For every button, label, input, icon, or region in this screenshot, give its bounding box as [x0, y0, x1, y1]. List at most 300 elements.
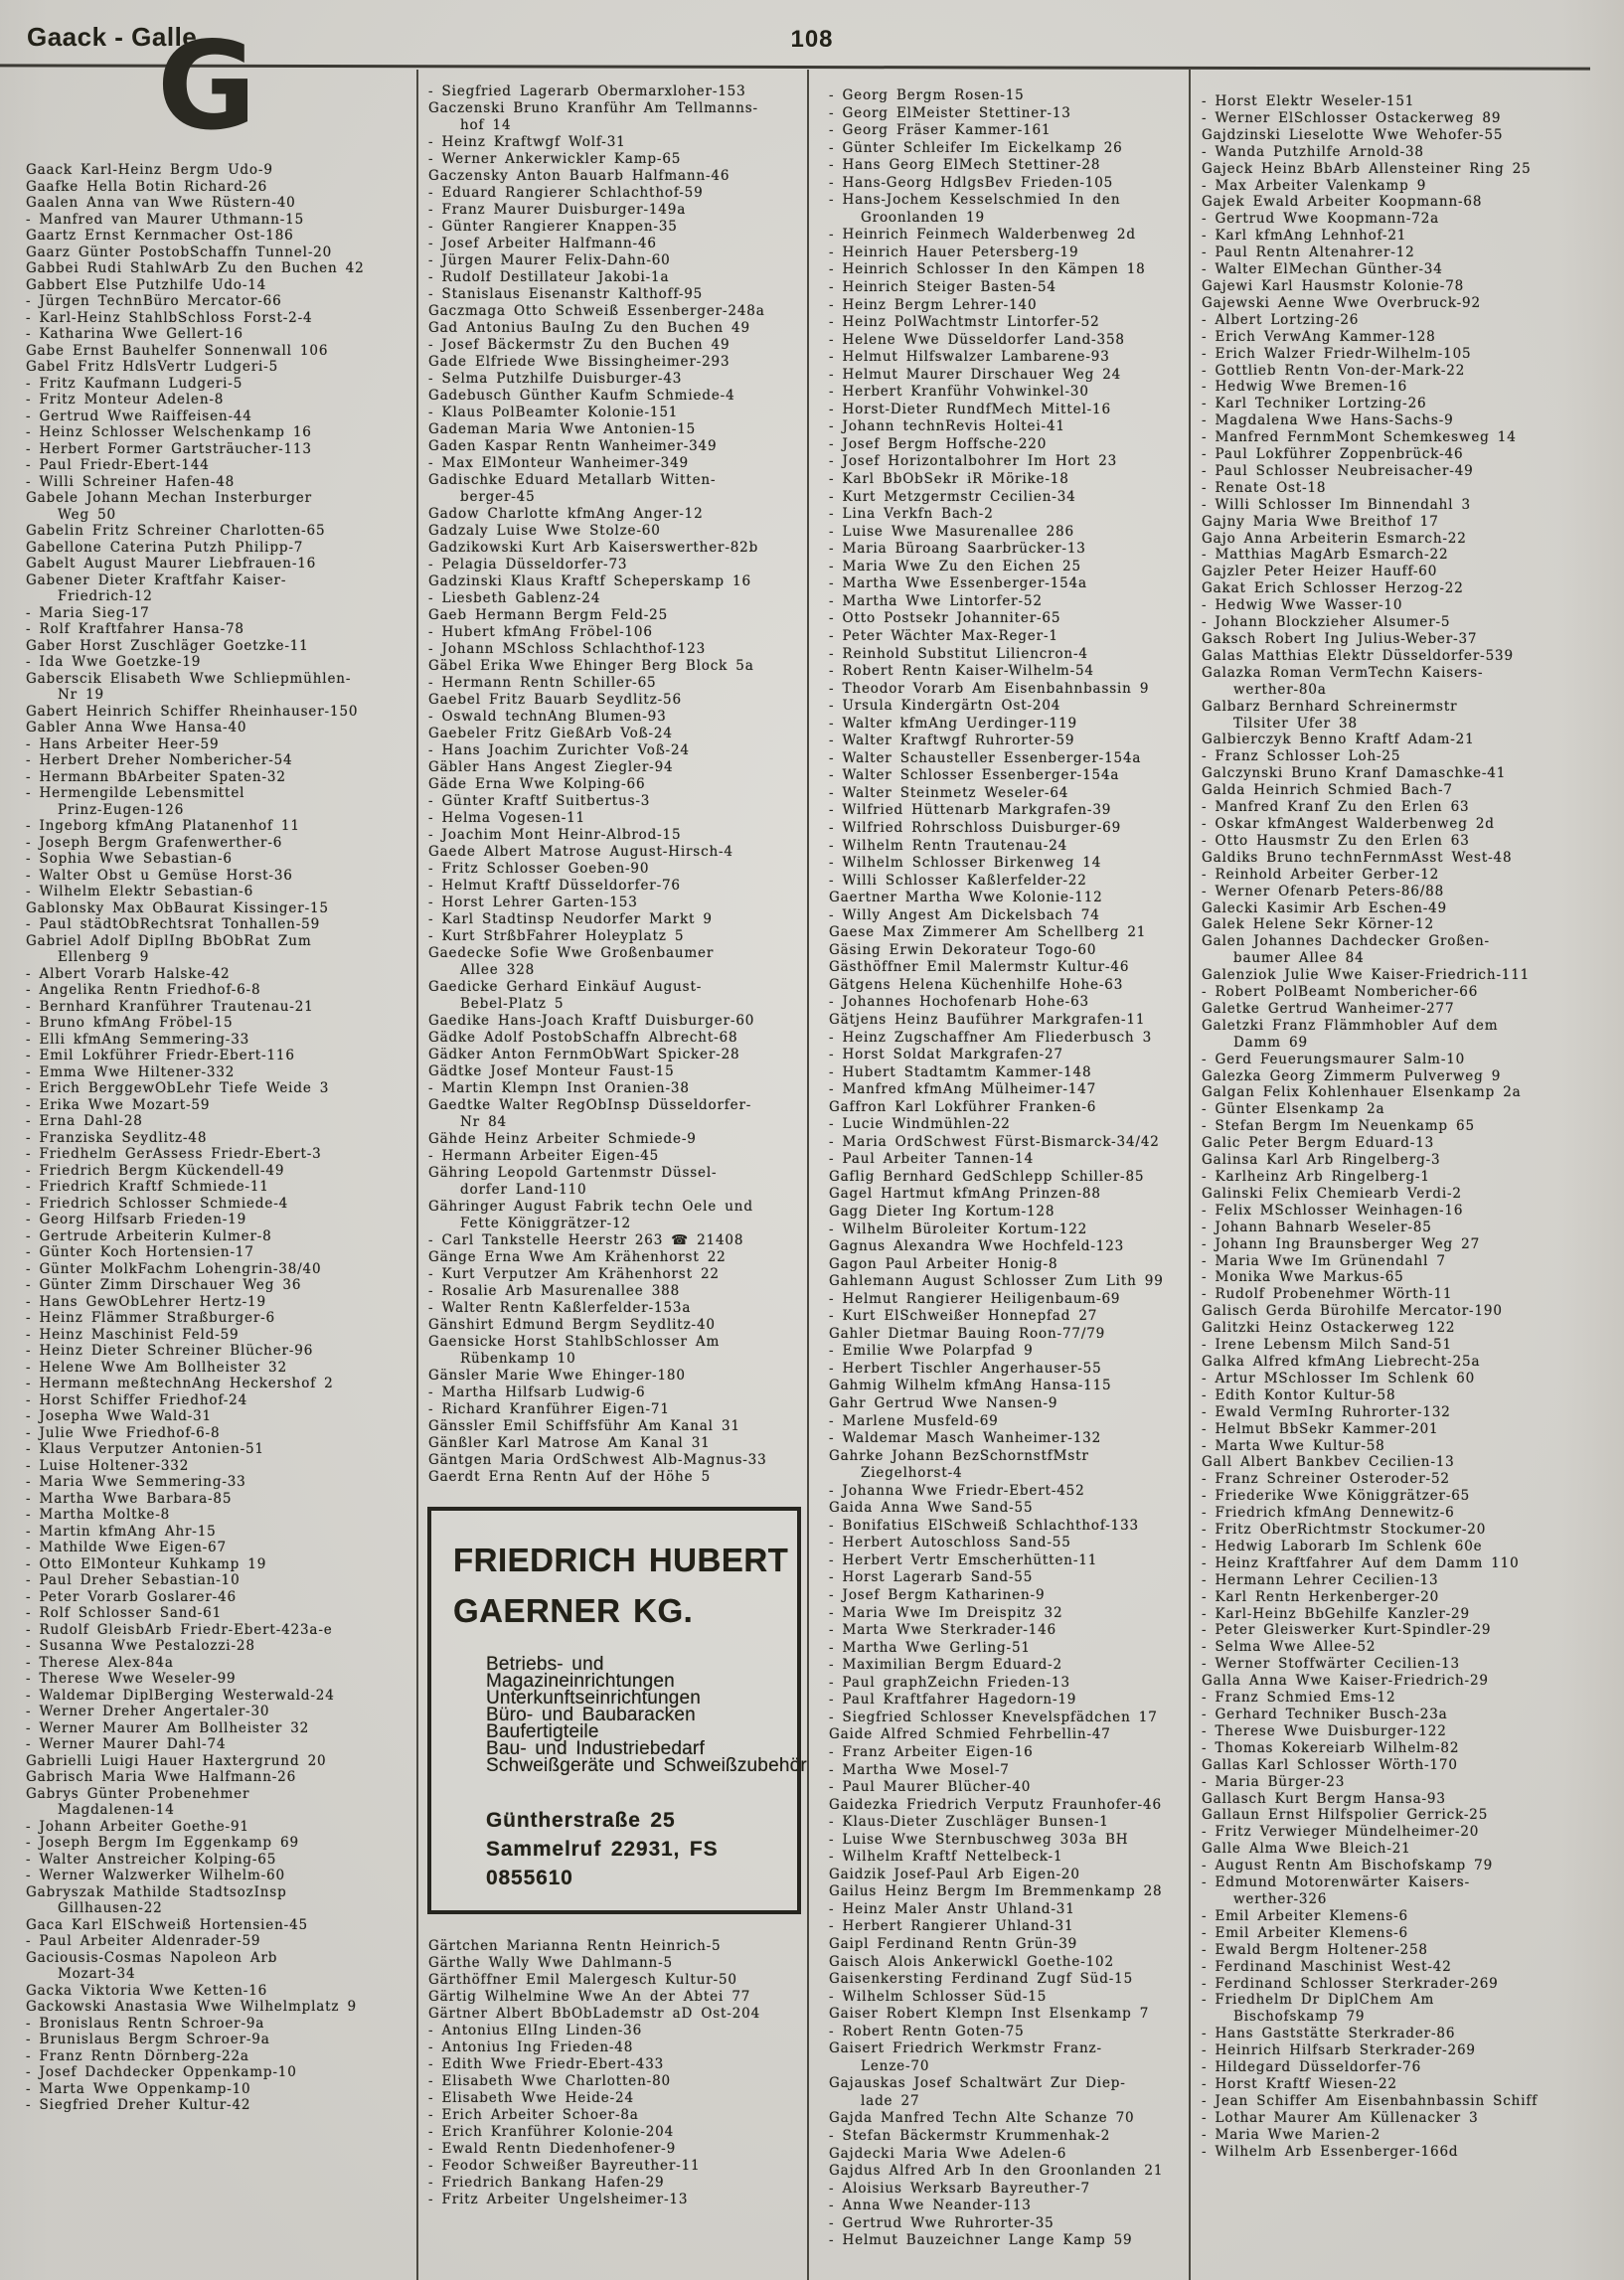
directory-line: - Wilfried Hüttenarb Markgrafen-39: [829, 802, 1112, 819]
directory-line: Gärtchen Marianna Rentn Heinrich-5: [428, 1938, 722, 1954]
directory-line: - Martha Wwe Lintorfer-52: [829, 592, 1043, 609]
directory-line: Gaebel Fritz Bauarb Seydlitz-56: [428, 692, 682, 708]
directory-line: - Jürgen TechnBüro Mercator-66: [26, 293, 282, 309]
directory-line: - Bernhard Kranführer Trautenau-21: [26, 998, 314, 1015]
directory-line: - Wilhelm Kraftf Nettelbeck-1: [829, 1849, 1063, 1866]
directory-line: - Hubert kfmAng Fröbel-106: [428, 624, 653, 640]
directory-line: - Ursula Kindergärtn Ost-204: [829, 698, 1061, 715]
directory-line: Gaafke Hella Botin Richard-26: [26, 178, 268, 195]
directory-line: - Paul Arbeiter Aldenrader-59: [26, 1933, 261, 1949]
directory-line: Gästhöffner Emil Malermstr Kultur-46: [829, 959, 1130, 976]
directory-line: - Günter MolkFachm Lohengrin-38/40: [26, 1260, 322, 1277]
directory-line: Gaisenkersting Ferdinand Zugf Süd-15: [829, 1971, 1134, 1988]
directory-line: - Klaus-Dieter Zuschläger Bunsen-1: [829, 1814, 1109, 1831]
directory-line: Rübenkamp 10: [460, 1351, 576, 1367]
directory-line: - Manfred van Maurer Uthmann-15: [26, 211, 305, 228]
directory-line: - Theodor Vorarb Am Eisenbahnbassin 9: [829, 680, 1150, 697]
directory-line: - Josepha Wwe Wald-31: [26, 1408, 212, 1424]
directory-line: Gakat Erich Schlosser Herzog-22: [1202, 580, 1464, 597]
directory-line: - Fritz OberRichtmstr Stockumer-20: [1202, 1522, 1487, 1539]
directory-line: Galezka Georg Zimmerm Pulverweg 9: [1202, 1067, 1502, 1084]
directory-line: - Friedrich Bankang Hafen-29: [428, 2175, 665, 2191]
directory-line: - Feodor Schweißer Bayreuther-11: [428, 2158, 701, 2174]
directory-line: Unterkunftseinrichtungen: [486, 1688, 702, 1709]
directory-line: - Otto Postsekr Johanniter-65: [829, 610, 1061, 627]
directory-line: Gadzinski Klaus Kraftf Scheperskamp 16: [428, 573, 751, 589]
directory-line: - Wilhelm Elektr Sebastian-6: [26, 884, 254, 899]
directory-line: - Herbert Vertr Emscherhütten-11: [829, 1551, 1098, 1568]
directory-line: Galczynski Bruno Kranf Damaschke-41: [1202, 765, 1507, 782]
directory-line: - Franz Rentn Dörnberg-22a: [26, 2047, 249, 2064]
directory-line: Weg 50: [58, 506, 116, 523]
directory-line: - Therese Wwe Duisburger-122: [1202, 1722, 1447, 1739]
directory-column-3: [829, 87, 1199, 2250]
directory-line: - Helene Wwe Am Bollheister 32: [26, 1359, 287, 1376]
directory-line: - Werner Dreher Angertaler-30: [26, 1704, 270, 1719]
directory-line: Galbierczyk Benno Kraftf Adam-21: [1202, 732, 1475, 748]
directory-line: Nr 19: [58, 687, 104, 703]
directory-line: - Horst Kraftf Wiesen-22: [1202, 2075, 1397, 2092]
directory-line: - Rosalie Arb Masurenallee 388: [428, 1283, 681, 1299]
page-title: Gaack - Galle: [27, 22, 198, 52]
directory-line: - Heinrich Steiger Basten-54: [829, 279, 1056, 296]
directory-line: Gaerdt Erna Rentn Auf der Höhe 5: [428, 1469, 712, 1485]
directory-line: - Johann MSchloss Schlachthof-123: [428, 641, 707, 657]
ad-phone: Sammelruf 22931, FS 0855610: [486, 1838, 719, 1889]
directory-line: - Siegfried Dreher Kultur-42: [26, 2097, 251, 2113]
directory-line: - Maria Wwe Marien-2: [1202, 2126, 1381, 2143]
directory-line: - Johann Blockzieher Alsumer-5: [1202, 614, 1451, 631]
directory-line: - Heinz Bergm Lehrer-140: [829, 296, 1038, 313]
directory-line: - Wilhelm Schlosser Süd-15: [829, 1988, 1048, 2005]
directory-line: Magazineinrichtungen: [486, 1671, 675, 1692]
directory-line: - Martin Klempn Inst Oranien-38: [428, 1080, 690, 1096]
directory-line: Gaksch Robert Ing Julius-Weber-37: [1202, 631, 1478, 647]
directory-line: Gahmig Wilhelm kfmAng Hansa-115: [829, 1378, 1112, 1394]
directory-line: - Maria Büroang Saarbrücker-13: [829, 541, 1086, 558]
directory-line: Gadzaly Luise Wwe Stolze-60: [428, 523, 661, 539]
directory-line: - Franz Schmied Ems-12: [1202, 1690, 1396, 1707]
directory-line: Gabe Ernst Bauhelfer Sonnenwall 106: [26, 342, 329, 359]
directory-line: - Bonifatius ElSchweiß Schlachthof-133: [829, 1517, 1139, 1534]
directory-line: Gabele Johann Mechan Insterburger: [26, 490, 312, 506]
directory-line: Mozart-34: [58, 1966, 136, 1982]
directory-line: - Johann Bahnarb Weseler-85: [1202, 1219, 1432, 1235]
directory-line: - Hans-Georg HdlgsBev Frieden-105: [829, 174, 1114, 191]
directory-line: Galka Alfred kfmAng Liebrecht-25a: [1202, 1353, 1481, 1370]
directory-line: - Thomas Kokereiarb Wilhelm-82: [1202, 1739, 1460, 1756]
directory-line: - Hermann Rentn Schiller-65: [428, 675, 657, 691]
directory-line: - Max Arbeiter Valenkamp 9: [1202, 177, 1427, 194]
directory-line: - Stefan Bäckermstr Krummenhak-2: [829, 2127, 1111, 2144]
directory-line: Galetke Gertrud Wanheimer-277: [1202, 1000, 1455, 1017]
directory-line: - Antonius Ing Frieden-48: [428, 2039, 634, 2055]
directory-line: Gabener Dieter Kraftfahr Kaiser-: [26, 571, 287, 588]
directory-line: Gabryszak Mathilde StadtsozInsp: [26, 1883, 287, 1900]
section-letter: G: [156, 16, 257, 157]
directory-line: - Walter ElMechan Günther-34: [1202, 261, 1443, 278]
directory-line: Gänshirt Edmund Bergm Seydlitz-40: [428, 1317, 716, 1333]
directory-line: - Günter Koch Hortensien-17: [26, 1244, 254, 1260]
directory-line: - Fritz Monteur Adelen-8: [26, 392, 225, 407]
directory-line: - Reinhold Substitut Liliencron-4: [829, 645, 1088, 662]
directory-line: Ziegelhorst-4: [861, 1465, 963, 1482]
directory-line: Gaisert Friedrich Werkmstr Franz-: [829, 2040, 1102, 2057]
directory-line: Galenziok Julie Wwe Kaiser-Friedrich-111: [1202, 967, 1531, 984]
directory-line: - Heinz Kraftwgf Wolf-31: [428, 134, 626, 150]
directory-line: - Ida Wwe Goetzke-19: [26, 654, 202, 670]
directory-line: baumer Allee 84: [1233, 950, 1365, 967]
directory-line: - Ewald Bergm Holtener-258: [1202, 1941, 1428, 1958]
directory-line: Gaczmaga Otto Schweiß Essenberger-248a: [428, 303, 765, 319]
directory-line: - Walter Obst u Gemüse Horst-36: [26, 867, 293, 884]
directory-line: - Peter Vorarb Goslarer-46: [26, 1588, 237, 1605]
directory-line: - Werner Maurer Am Bollheister 32: [26, 1719, 310, 1736]
directory-line: - Paul Maurer Blücher-40: [829, 1779, 1032, 1796]
directory-line: Gaartz Ernst Kernmacher Ost-186: [26, 228, 294, 244]
directory-line: - Helmut Bauzeichner Lange Kamp 59: [829, 2232, 1133, 2249]
directory-line: - Karl Rentn Herkenberger-20: [1202, 1588, 1440, 1605]
directory-line: - Pelagia Düsseldorfer-73: [428, 557, 628, 572]
directory-line: - Angelika Rentn Friedhof-6-8: [26, 982, 261, 998]
directory-line: - Erich Kranführer Kolonie-204: [428, 2124, 675, 2140]
directory-line: Gailus Heinz Bergm Im Bremmenkamp 28: [829, 1883, 1163, 1900]
directory-line: Gänssler Emil Schiffsführ Am Kanal 31: [428, 1418, 740, 1434]
directory-line: - Paul Arbeiter Tannen-14: [829, 1151, 1035, 1168]
directory-line: Gabrisch Maria Wwe Halfmann-26: [26, 1769, 297, 1785]
directory-line: - Bronislaus Rentn Schroer-9a: [26, 2015, 265, 2032]
directory-line: - Bruno kfmAng Fröbel-15: [26, 1015, 234, 1031]
directory-line: - Heinz Kraftfahrer Auf dem Damm 110: [1202, 1554, 1520, 1571]
directory-line: - Magdalena Wwe Hans-Sachs-9: [1202, 412, 1454, 429]
directory-line: Gaese Max Zimmerer Am Schellberg 21: [829, 924, 1147, 941]
directory-line: Gähde Heinz Arbeiter Schmiede-9: [428, 1131, 697, 1147]
directory-line: - Artur MSchlosser Im Schlenk 60: [1202, 1370, 1476, 1386]
directory-line: - Selma Putzhilfe Duisburger-43: [428, 371, 683, 387]
directory-column-2-bottom: [428, 1938, 804, 2208]
directory-line: - Heinz Zugschaffner Am Fliederbusch 3: [829, 1029, 1153, 1046]
directory-line: - Emma Wwe Hiltener-332: [26, 1063, 236, 1080]
directory-line: - Walter Schausteller Essenberger-154a: [829, 749, 1142, 766]
directory-line: Gärtig Wilhelmine Wwe An der Abtei 77: [428, 1989, 751, 2005]
directory-line: - Heinrich Hilfsarb Sterkrader-269: [1202, 2042, 1476, 2059]
directory-line: Gacka Viktoria Wwe Ketten-16: [26, 1982, 268, 1999]
directory-line: - Walter Kraftwgf Ruhrorter-59: [829, 733, 1075, 749]
directory-line: Gaedtke Walter RegObInsp Düsseldorfer-: [428, 1097, 752, 1113]
directory-line: - Paul Friedr-Ebert-144: [26, 457, 210, 473]
directory-line: - Helmut Maurer Dirschauer Weg 24: [829, 366, 1122, 383]
directory-line: - Hubert Stadtamtm Kammer-148: [829, 1063, 1092, 1080]
directory-line: - Marta Wwe Oppenkamp-10: [26, 2080, 251, 2097]
directory-line: - Robert Rentn Kaiser-Wilhelm-54: [829, 663, 1094, 680]
directory-line: - Werner Walzwerker Wilhelm-60: [26, 1868, 285, 1883]
directory-line: - Erich Arbeiter Schoer-8a: [428, 2107, 639, 2123]
directory-line: - Ingeborg kfmAng Platanenhof 11: [26, 818, 300, 834]
directory-line: Gajdecki Maria Wwe Adelen-6: [829, 2145, 1067, 2162]
directory-line: - Waldemar DiplBerging Westerwald-24: [26, 1687, 335, 1704]
directory-line: - Gerhard Techniker Busch-23a: [1202, 1707, 1448, 1722]
directory-line: - Herbert Kranführ Vohwinkel-30: [829, 384, 1089, 401]
directory-line: - Siegfried Lagerarb Obermarxloher-153: [428, 83, 746, 99]
directory-line: - Paul städtObRechtsrat Tonhallen-59: [26, 916, 321, 932]
directory-line: - Renate Ost-18: [1202, 479, 1327, 496]
directory-line: Gaede Albert Matrose August-Hirsch-4: [428, 844, 733, 860]
directory-line: - Helmut BbSekr Kammer-201: [1202, 1420, 1439, 1437]
directory-line: Gäntgen Maria OrdSchwest Alb-Magnus-33: [428, 1452, 767, 1468]
directory-line: Gaffron Karl Lokführer Franken-6: [829, 1098, 1097, 1115]
directory-line: - Fritz Schlosser Goeben-90: [428, 861, 650, 877]
directory-line: - Hermengilde Lebensmittel: [26, 785, 245, 801]
directory-line: Galisch Gerda Bürohilfe Mercator-190: [1202, 1303, 1503, 1320]
directory-line: Gallaun Ernst Hilfspolier Gerrick-25: [1202, 1807, 1489, 1824]
directory-line: Gaarz Günter PostobSchaffn Tunnel-20: [26, 244, 333, 260]
directory-line: Gad Antonius BauIng Zu den Buchen 49: [428, 320, 750, 336]
directory-line: - Helmut Rangierer Heiligenbaum-69: [829, 1290, 1121, 1307]
directory-line: Gabellone Caterina Putzh Philipp-7: [26, 539, 304, 556]
directory-line: Gajo Anna Arbeiterin Esmarch-22: [1202, 530, 1467, 547]
directory-line: - Heinrich Feinmech Walderbenweg 2d: [829, 227, 1136, 244]
directory-line: - Jürgen Maurer Felix-Dahn-60: [428, 252, 671, 268]
directory-line: - Robert PolBeamt Nombericher-66: [1202, 984, 1479, 1001]
directory-line: Gabbert Else Putzhilfe Udo-14: [26, 276, 267, 293]
directory-line: - Martin kfmAng Ahr-15: [26, 1523, 217, 1540]
directory-line: Gabrielli Luigi Hauer Haxtergrund 20: [26, 1752, 327, 1769]
directory-line: - Paul Kraftfahrer Hagedorn-19: [829, 1692, 1077, 1709]
directory-line: - Johann technRevis Holtei-41: [829, 418, 1065, 435]
directory-line: Gabler Anna Wwe Hansa-40: [26, 720, 247, 735]
directory-line: - Therese Alex-84a: [26, 1654, 174, 1671]
directory-line: - Paul graphZeichn Frieden-13: [829, 1674, 1070, 1691]
directory-line: Gaciousis-Cosmas Napoleon Arb: [26, 1949, 278, 1966]
directory-line: Galecki Kasimir Arb Eschen-49: [1202, 899, 1447, 916]
directory-line: - Josef Bäckermstr Zu den Buchen 49: [428, 337, 731, 353]
directory-line: Tilsiter Ufer 38: [1233, 715, 1358, 732]
page-number: 108: [790, 26, 834, 53]
directory-line: Gätjens Heinz Bauführer Markgrafen-11: [829, 1011, 1146, 1028]
directory-line: Gädker Anton FernmObWart Spicker-28: [428, 1047, 740, 1062]
directory-line: - Helma Vogesen-11: [428, 810, 585, 826]
directory-line: - Günter Schleifer Im Eickelkamp 26: [829, 139, 1123, 156]
directory-line: Gadebusch Günther Kaufm Schmiede-4: [428, 388, 735, 404]
directory-line: Gaiser Robert Klempn Inst Elsenkamp 7: [829, 2006, 1150, 2023]
directory-line: dorfer Land-110: [460, 1182, 587, 1198]
directory-line: - Maximilian Bergm Eduard-2: [829, 1657, 1062, 1674]
directory-line: - Klaus Verputzer Antonien-51: [26, 1441, 264, 1457]
directory-line: - Werner Stoffwärter Cecilien-13: [1202, 1656, 1460, 1673]
directory-line: Bau- und Industriebedarf: [486, 1738, 705, 1759]
directory-line: berger-45: [460, 489, 536, 505]
directory-line: - Siegfried Schlosser Knevelspfädchen 17: [829, 1709, 1158, 1725]
directory-line: - Friedhelm Dr DiplChem Am: [1202, 1992, 1435, 2009]
directory-line: Gaedecke Sofie Wwe Großenbaumer: [428, 945, 715, 961]
directory-line: - Hermann meßtechnAng Heckershof 2: [26, 1376, 334, 1391]
directory-line: - Emil Lokführer Friedr-Ebert-116: [26, 1048, 295, 1063]
directory-line: - Therese Wwe Weseler-99: [26, 1671, 237, 1687]
directory-line: - Erika Wwe Mozart-59: [26, 1096, 211, 1113]
directory-line: Gagnus Alexandra Wwe Hochfeld-123: [829, 1238, 1125, 1255]
directory-line: - Martha Moltke-8: [26, 1507, 171, 1523]
directory-line: Gajdzinski Lieselotte Wwe Wehofer-55: [1202, 126, 1504, 143]
directory-line: Gäsing Erwin Dekorateur Togo-60: [829, 941, 1097, 958]
directory-line: - Katharina Wwe Gellert-16: [26, 326, 244, 342]
directory-line: - Walter Rentn Kaßlerfelder-153a: [428, 1300, 692, 1316]
directory-line: Gäbler Hans Angest Ziegler-94: [428, 759, 674, 775]
directory-line: Bischofskamp 79: [1233, 2009, 1366, 2026]
directory-line: - Josef Dachdecker Oppenkamp-10: [26, 2064, 297, 2080]
directory-line: - Walter kfmAng Uerdinger-119: [829, 715, 1077, 732]
directory-line: - Karl-Heinz StahlbSchloss Forst-2-4: [26, 309, 313, 326]
ad-company-name-line2: GAERNER KG.: [453, 1592, 694, 1629]
directory-line: Gaczenski Bruno Kranführ Am Tellmanns-: [428, 100, 758, 116]
directory-line: - Elli kfmAng Semmering-33: [26, 1031, 250, 1048]
directory-line: Gaflig Bernhard GedSchlepp Schiller-85: [829, 1168, 1145, 1185]
directory-line: Gahr Gertrud Wwe Nansen-9: [829, 1395, 1058, 1412]
directory-line: - Ewald Rentn Diedenhofener-9: [428, 2141, 677, 2157]
directory-line: - Edmund Motorenwärter Kaisers-: [1202, 1874, 1470, 1891]
directory-line: - Liesbeth Gablenz-24: [428, 590, 601, 606]
directory-line: Gabbei Rudi StahlwArb Zu den Buchen 42: [26, 260, 365, 276]
directory-line: Bebel-Platz 5: [460, 996, 565, 1012]
directory-line: Gaebeler Fritz GießArb Voß-24: [428, 726, 673, 741]
directory-line: - Marta Wwe Kultur-58: [1202, 1437, 1385, 1454]
directory-line: Gaeb Hermann Bergm Feld-25: [428, 607, 669, 623]
directory-line: - Fritz Verwieger Mündelheimer-20: [1202, 1824, 1480, 1841]
directory-line: - Georg Bergm Rosen-15: [829, 87, 1025, 103]
directory-line: Gagg Dieter Ing Kortum-128: [829, 1204, 1056, 1220]
directory-line: - Walter Steinmetz Weseler-64: [829, 784, 1069, 801]
directory-line: - Anna Wwe Neander-113: [829, 2198, 1032, 2214]
directory-line: - Richard Kranführer Eigen-71: [428, 1401, 670, 1417]
directory-line: - Edith Wwe Friedr-Ebert-433: [428, 2056, 665, 2072]
directory-line: - Helmut Kraftf Düsseldorfer-76: [428, 878, 681, 894]
directory-line: - Lina Verkfn Bach-2: [829, 506, 994, 523]
directory-line: Gärthe Wally Wwe Dahlmann-5: [428, 1955, 673, 1971]
directory-line: - Hans Arbeiter Heer-59: [26, 735, 220, 752]
directory-line: Galek Helene Sekr Körner-12: [1202, 916, 1434, 933]
directory-line: Galas Matthias Elektr Düsseldorfer-539: [1202, 647, 1514, 664]
directory-line: - Erich Walzer Friedr-Wilhelm-105: [1202, 345, 1472, 362]
directory-line: Gajek Ewald Arbeiter Koopmann-68: [1202, 194, 1483, 211]
directory-line: - Friedrich Schlosser Schmiede-4: [26, 1195, 289, 1212]
directory-line: Damm 69: [1233, 1034, 1308, 1051]
directory-line: - Walter Schlosser Essenberger-154a: [829, 767, 1120, 784]
directory-line: - Emil Arbeiter Klemens-6: [1202, 1924, 1408, 1941]
column-divider: [807, 70, 809, 2280]
directory-line: - Gertrud Wwe Koopmann-72a: [1202, 211, 1440, 228]
directory-line: - Manfred FernmMont Schemkesweg 14: [1202, 429, 1517, 446]
directory-line: Gajewski Aenne Wwe Overbruck-92: [1202, 294, 1481, 311]
directory-line: Gaida Anna Wwe Sand-55: [829, 1500, 1034, 1517]
directory-line: Gajny Maria Wwe Breithof 17: [1202, 513, 1439, 530]
directory-line: Gaack Karl-Heinz Bergm Udo-9: [26, 162, 273, 178]
directory-column-2: [428, 83, 807, 2208]
directory-line: - Irene Lebensm Milch Sand-51: [1202, 1337, 1452, 1354]
directory-line: Galla Anna Wwe Kaiser-Friedrich-29: [1202, 1673, 1489, 1690]
directory-line: - Franz Maurer Duisburger-149a: [428, 202, 687, 218]
directory-line: - Hedwig Wwe Bremen-16: [1202, 379, 1408, 396]
directory-line: - Heinz PolWachtmstr Lintorfer-52: [829, 314, 1100, 331]
directory-line: - Peter Gleiswerker Kurt-Spindler-29: [1202, 1622, 1492, 1639]
directory-line: Gähring Leopold Gartenmstr Düssel-: [428, 1165, 718, 1181]
directory-line: - Erich BerggewObLehr Tiefe Weide 3: [26, 1080, 330, 1096]
directory-line: Gajewi Karl Hausmstr Kolonie-78: [1202, 277, 1465, 294]
directory-line: Gaalen Anna van Wwe Rüstern-40: [26, 195, 296, 211]
directory-line: - Horst-Dieter RundfMech Mittel-16: [829, 401, 1111, 417]
directory-line: - Reinhold Arbeiter Gerber-12: [1202, 866, 1440, 883]
directory-line: Galgan Felix Kohlenhauer Elsenkamp 2a: [1202, 1084, 1522, 1101]
directory-line: - Maria Wwe Im Dreispitz 32: [829, 1604, 1063, 1621]
directory-line: - Heinrich Hauer Petersberg-19: [829, 244, 1079, 260]
directory-line: - Karl kfmAng Lehnhof-21: [1202, 228, 1407, 244]
directory-line: Gäde Erna Wwe Kolping-66: [428, 776, 646, 792]
directory-line: - Wilhelm Arb Essenberger-166d: [1202, 2143, 1459, 2160]
directory-line: Gaedike Hans-Joach Kraftf Duisburger-60: [428, 1013, 755, 1029]
directory-line: - Edith Kontor Kultur-58: [1202, 1386, 1396, 1403]
directory-line: - Rolf Kraftfahrer Hansa-78: [26, 621, 244, 637]
directory-line: - Karl Techniker Lortzing-26: [1202, 396, 1427, 412]
directory-line: - Maria Wwe Semmering-33: [26, 1474, 246, 1490]
directory-line: - Julie Wwe Friedhof-6-8: [26, 1424, 221, 1441]
directory-line: - Walter Anstreicher Kolping-65: [26, 1851, 277, 1868]
directory-line: - Georg Fräser Kammer-161: [829, 122, 1052, 139]
directory-line: - Erich VerwAng Kammer-128: [1202, 328, 1436, 345]
directory-line: Magdalenen-14: [58, 1802, 175, 1818]
directory-line: - Friedrich kfmAng Dennewitz-6: [1202, 1505, 1455, 1522]
directory-line: werther-326: [1233, 1890, 1328, 1907]
directory-line: Gänßler Karl Matrose Am Kanal 31: [428, 1435, 711, 1451]
directory-line: - Wilhelm Büroleiter Kortum-122: [829, 1221, 1088, 1237]
directory-line: - Fritz Arbeiter Ungelsheimer-13: [428, 2192, 689, 2207]
directory-line: Gall Albert Bankbev Cecilien-13: [1202, 1454, 1455, 1471]
directory-line: - Elisabeth Wwe Charlotten-80: [428, 2073, 671, 2089]
directory-line: Gagel Hartmut kfmAng Prinzen-88: [829, 1186, 1101, 1203]
directory-line: - Oskar kfmAngest Walderbenweg 2d: [1202, 815, 1495, 832]
directory-line: - Oswald technAng Blumen-93: [428, 709, 667, 725]
directory-line: Groonlanden 19: [861, 209, 985, 226]
directory-line: - Gertrud Wwe Raiffeisen-44: [26, 407, 252, 424]
directory-line: - Franz Schreiner Osteroder-52: [1202, 1471, 1450, 1488]
directory-line: - Joseph Bergm Im Eggenkamp 69: [26, 1835, 299, 1851]
directory-line: - Heinz Maler Anstr Uhland-31: [829, 1900, 1075, 1917]
directory-line: - Gertrud Wwe Ruhrorter-35: [829, 2214, 1055, 2231]
directory-line: - Mathilde Wwe Eigen-67: [26, 1540, 227, 1555]
directory-line: - Hans Georg ElMech Stettiner-28: [829, 157, 1101, 174]
directory-line: - Aloisius Werksarb Bayreuther-7: [829, 2180, 1090, 2197]
directory-column-4: [1202, 93, 1601, 2160]
directory-line: - Horst Lehrer Garten-153: [428, 895, 638, 910]
directory-line: Gaberscik Elisabeth Wwe Schliepmühlen-: [26, 670, 352, 687]
directory-line: - Paul Dreher Sebastian-10: [26, 1572, 241, 1588]
directory-line: - Karl-Heinz BbGehilfe Kanzler-29: [1202, 1605, 1470, 1622]
directory-line: Gädtke Josef Monteur Faust-15: [428, 1063, 675, 1079]
directory-line: Ellenberg 9: [58, 949, 150, 965]
directory-line: Gaber Horst Zuschläger Goetzke-11: [26, 637, 309, 654]
directory-line: Gabelt August Maurer Liebfrauen-16: [26, 556, 317, 571]
directory-line: Lenze-70: [861, 2057, 930, 2074]
directory-line: werther-80a: [1233, 681, 1327, 698]
directory-line: Gadzikowski Kurt Arb Kaiserswerther-82b: [428, 540, 759, 556]
directory-line: Gajzler Peter Heizer Hauff-60: [1202, 564, 1438, 580]
directory-line: - Otto Hausmstr Zu den Erlen 63: [1202, 832, 1470, 849]
advertisement-box: [427, 1507, 807, 1914]
directory-line: Gabert Heinrich Schiffer Rheinhauser-150: [26, 703, 359, 720]
directory-line: - Brunislaus Bergm Schroer-9a: [26, 2032, 270, 2047]
directory-line: Gadischke Eduard Metallarb Witten-: [428, 472, 717, 488]
directory-line: - Luise Wwe Masurenallee 286: [829, 523, 1074, 540]
directory-line: Gabriel Adolf DiplIng BbObRat Zum: [26, 932, 312, 949]
directory-line: - Albert Vorarb Halske-42: [26, 965, 231, 982]
directory-line: - Hermann Lehrer Cecilien-13: [1202, 1571, 1439, 1588]
